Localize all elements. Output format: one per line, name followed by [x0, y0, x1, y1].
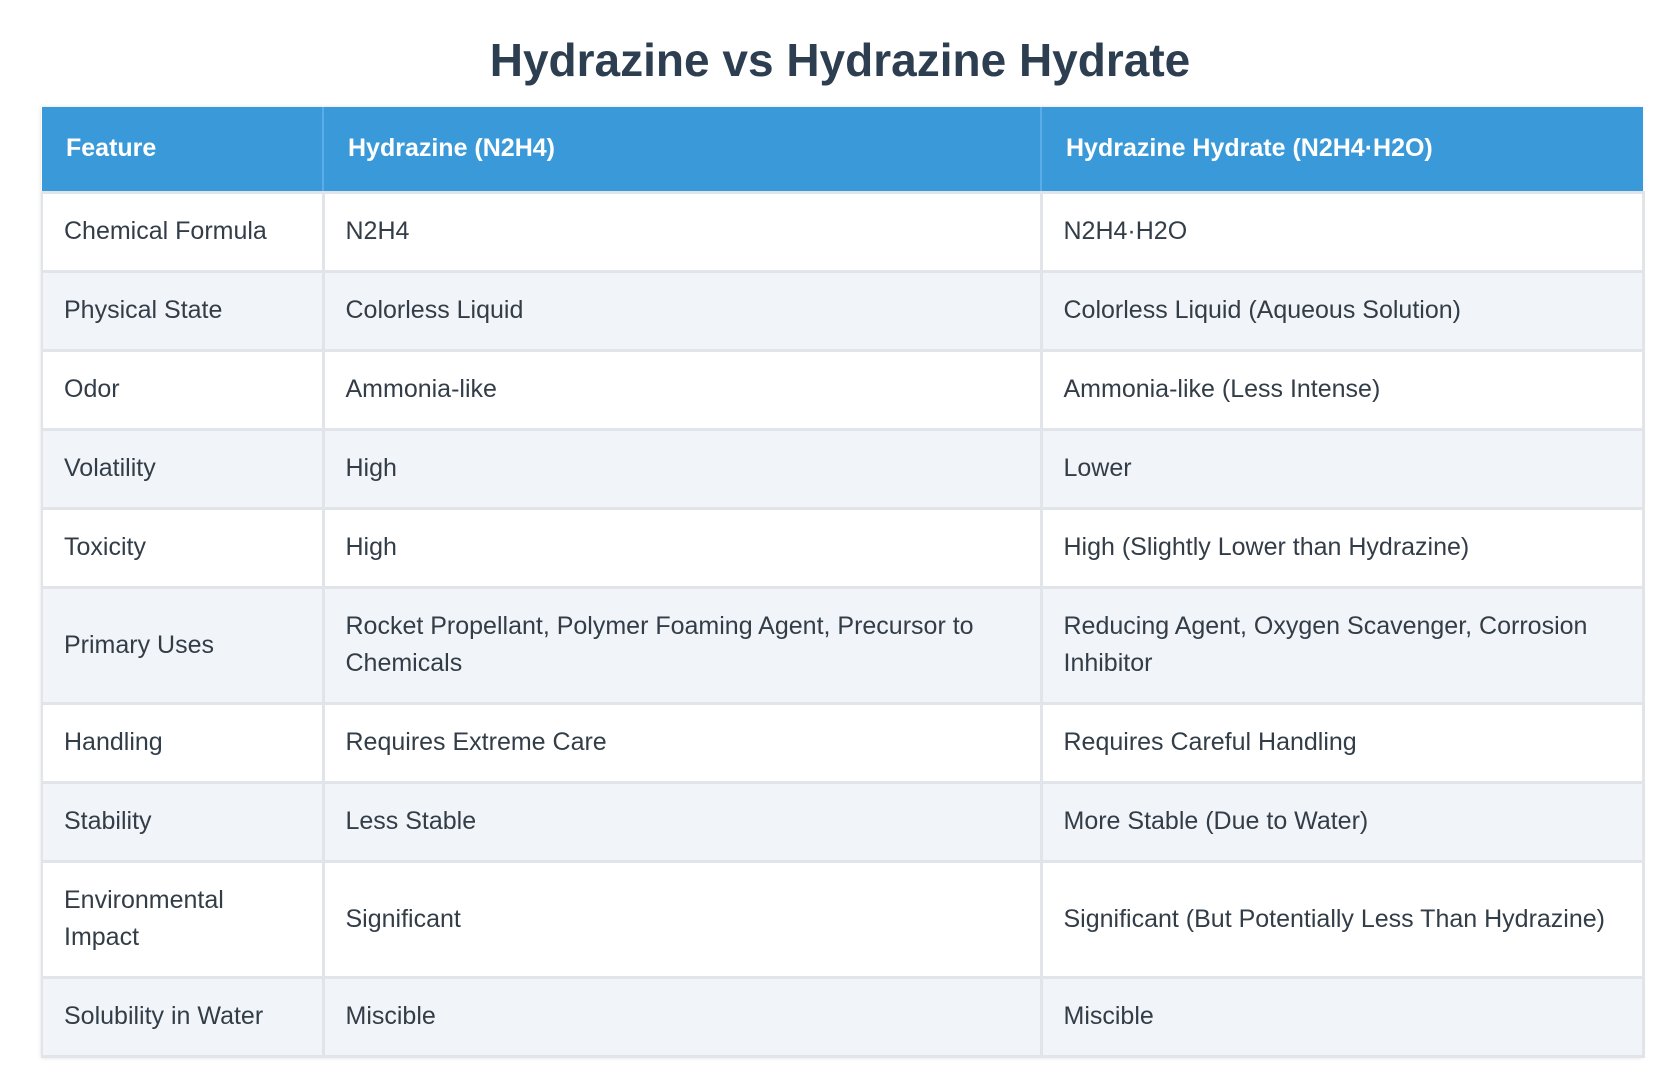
feature-cell: Environmental Impact — [42, 861, 323, 977]
feature-cell: Handling — [42, 703, 323, 782]
table-row — [42, 977, 1643, 1056]
header-row — [42, 107, 1643, 192]
comparison-table — [41, 107, 1645, 1058]
table-row — [42, 192, 1643, 271]
hydrate-cell: Miscible — [1041, 977, 1643, 1056]
hydrazine-cell: Ammonia-like — [323, 350, 1041, 429]
header-hydrazine-hydrate: Hydrazine Hydrate (N2H4·H2O) — [1041, 107, 1643, 192]
table-header — [42, 107, 1643, 192]
hydrate-cell: Colorless Liquid (Aqueous Solution) — [1041, 271, 1643, 350]
hydrate-cell: Requires Careful Handling — [1041, 703, 1643, 782]
table-row — [42, 350, 1643, 429]
table-row — [42, 703, 1643, 782]
feature-cell: Chemical Formula — [42, 192, 323, 271]
hydrate-cell: High (Slightly Lower than Hydrazine) — [1041, 508, 1643, 587]
table-row — [42, 782, 1643, 861]
hydrate-cell: Ammonia-like (Less Intense) — [1041, 350, 1643, 429]
hydrazine-cell: High — [323, 429, 1041, 508]
table-row — [42, 508, 1643, 587]
hydrazine-cell: N2H4 — [323, 192, 1041, 271]
hydrazine-cell: Miscible — [323, 977, 1041, 1056]
hydrate-cell: N2H4·H2O — [1041, 192, 1643, 271]
feature-cell: Volatility — [42, 429, 323, 508]
hydrate-cell: Significant (But Potentially Less Than Hydrazine) — [1041, 861, 1643, 977]
hydrazine-cell: Rocket Propellant, Polymer Foaming Agent, Precursor to Chemicals — [323, 587, 1041, 703]
hydrazine-cell: High — [323, 508, 1041, 587]
hydrate-cell: Lower — [1041, 429, 1643, 508]
hydrazine-cell: Colorless Liquid — [323, 271, 1041, 350]
table-row — [42, 429, 1643, 508]
hydrate-cell: More Stable (Due to Water) — [1041, 782, 1643, 861]
feature-cell: Physical State — [42, 271, 323, 350]
feature-cell: Toxicity — [42, 508, 323, 587]
hydrazine-cell: Significant — [323, 861, 1041, 977]
table-row — [42, 271, 1643, 350]
page-title: Hydrazine vs Hydrazine Hydrate — [489, 34, 1191, 86]
hydrazine-cell: Requires Extreme Care — [323, 703, 1041, 782]
table-row — [42, 587, 1643, 703]
feature-cell: Primary Uses — [42, 587, 323, 703]
table-body — [42, 192, 1643, 1056]
comparison-table-container — [41, 107, 1642, 1058]
table-row — [42, 861, 1643, 977]
header-hydrazine: Hydrazine (N2H4) — [323, 107, 1041, 192]
hydrazine-cell: Less Stable — [323, 782, 1041, 861]
feature-cell: Stability — [42, 782, 323, 861]
header-feature: Feature — [42, 107, 323, 192]
feature-cell: Odor — [42, 350, 323, 429]
feature-cell: Solubility in Water — [42, 977, 323, 1056]
hydrate-cell: Reducing Agent, Oxygen Scavenger, Corrosion Inhibitor — [1041, 587, 1643, 703]
